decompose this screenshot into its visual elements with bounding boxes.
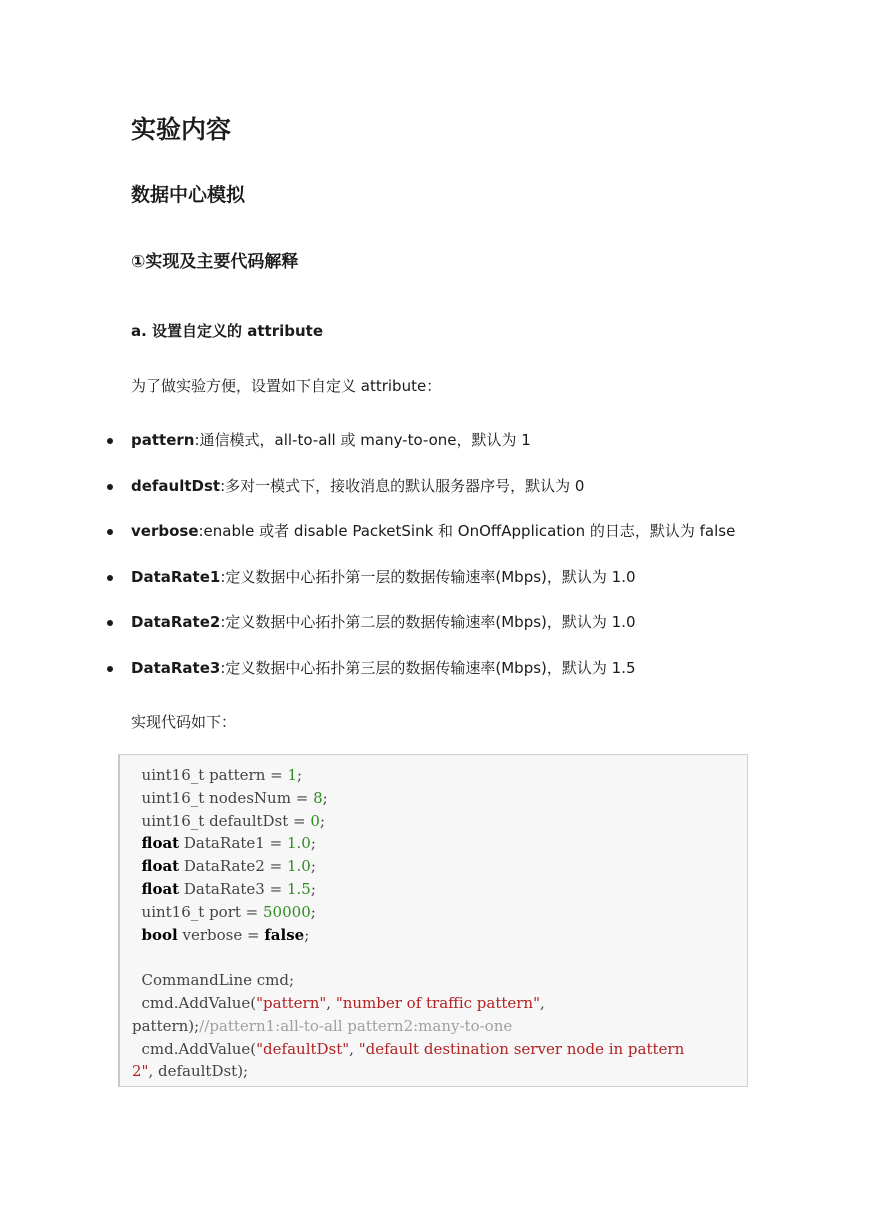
code-token: , defaultDst); — [148, 1062, 249, 1081]
bullet-dot-icon — [107, 620, 113, 626]
code-line — [132, 766, 302, 784]
attribute-description: :定义数据中心拓扑第二层的数据传输速率(Mbps)，默认为 1.0 — [220, 613, 636, 631]
bullet-dot-icon — [107, 484, 113, 490]
attribute-name: DataRate2 — [131, 613, 221, 631]
code-token: //pattern1:all-to-all pattern2:many-to-one — [199, 1016, 513, 1035]
code-token: bool — [141, 925, 178, 944]
code-token — [132, 880, 142, 898]
code-intro-paragraph: 实现代码如下： — [131, 713, 237, 731]
code-token: 1.0 — [286, 857, 311, 876]
code-token: CommandLine cmd; — [132, 971, 295, 990]
code-token: ; — [304, 925, 310, 944]
code-token: "default destination server node in pattern — [358, 1039, 685, 1058]
code-token: ; — [310, 857, 316, 876]
attribute-description: :多对一模式下，接收消息的默认服务器序号，默认为 0 — [220, 477, 585, 495]
code-token: DataRate1 = — [179, 834, 287, 853]
attribute-name: DataRate3 — [131, 659, 221, 677]
code-line — [132, 1017, 512, 1035]
code-token: false — [264, 925, 305, 944]
code-token: float — [141, 879, 180, 898]
code-token: 2" — [132, 1062, 149, 1081]
code-token: "pattern" — [256, 993, 327, 1012]
code-token: "defaultDst" — [256, 1039, 350, 1058]
code-token: 1.5 — [286, 879, 311, 898]
attribute-name: DataRate1 — [131, 568, 221, 586]
page-title: 实验内容 — [131, 115, 232, 144]
code-line — [132, 994, 545, 1012]
code-token: verbose = — [177, 925, 265, 944]
code-token: uint16_t defaultDst = — [132, 811, 311, 830]
list-item — [0, 428, 869, 452]
code-line — [132, 880, 316, 898]
list-item — [0, 610, 869, 634]
subsection-heading: ①实现及主要代码解释 — [131, 252, 299, 272]
code-token: ; — [297, 766, 303, 784]
attribute-description: :定义数据中心拓扑第一层的数据传输速率(Mbps)，默认为 1.0 — [220, 568, 636, 586]
code-token: DataRate2 = — [179, 857, 287, 876]
code-token: ; — [322, 788, 328, 807]
bullet-dot-icon — [107, 666, 113, 672]
intro-paragraph: 为了做实验方便，设置如下自定义 attribute： — [131, 377, 442, 395]
code-token: ; — [310, 879, 316, 898]
code-token: ; — [319, 811, 325, 830]
list-item — [0, 656, 869, 680]
code-token: "number of traffic pattern" — [335, 993, 540, 1012]
code-token: 8 — [313, 788, 323, 807]
list-item — [0, 565, 869, 589]
code-token: 1 — [287, 766, 298, 784]
code-token: cmd.AddValue( — [132, 1039, 257, 1058]
code-line — [132, 903, 316, 921]
code-token: cmd.AddValue( — [132, 993, 257, 1012]
code-line — [132, 857, 316, 875]
code-token: , — [540, 993, 545, 1012]
code-token: 50000 — [263, 902, 311, 921]
code-token — [132, 926, 142, 944]
section-heading: 数据中心模拟 — [131, 184, 246, 206]
list-item — [0, 519, 869, 543]
code-token: 1.0 — [286, 834, 311, 853]
code-content — [132, 764, 684, 1083]
code-line — [132, 926, 309, 944]
bullet-dot-icon — [107, 575, 113, 581]
code-line — [132, 1040, 684, 1058]
code-line — [132, 834, 316, 852]
list-item — [0, 474, 869, 498]
code-line — [132, 971, 294, 989]
code-token: float — [141, 834, 180, 853]
attribute-name: pattern — [131, 431, 195, 449]
code-token: uint16_t pattern = — [132, 766, 288, 784]
code-token: , — [349, 1039, 359, 1058]
attribute-name: defaultDst — [131, 477, 221, 495]
code-token: uint16_t nodesNum = — [132, 788, 314, 807]
code-token — [132, 857, 142, 875]
code-token: ; — [310, 834, 316, 853]
attribute-name: verbose — [131, 522, 199, 540]
bullet-dot-icon — [107, 529, 113, 535]
bullet-dot-icon — [107, 438, 113, 444]
code-token: DataRate3 = — [179, 879, 287, 898]
attribute-description: :通信模式，all-to-all 或 many-to-one，默认为 1 — [194, 431, 531, 449]
code-token: 0 — [310, 811, 320, 830]
code-line — [132, 1062, 248, 1080]
code-token: uint16_t port = — [132, 902, 264, 921]
code-block — [118, 754, 748, 1087]
code-line — [132, 812, 325, 830]
code-token: pattern); — [132, 1016, 200, 1035]
attribute-description: :定义数据中心拓扑第三层的数据传输速率(Mbps)，默认为 1.5 — [220, 659, 636, 677]
code-token: float — [141, 857, 180, 876]
attribute-description: :enable 或者 disable PacketSink 和 OnOffApplication 的日志，默认为 false — [198, 522, 736, 540]
subsubsection-heading: a. 设置自定义的 attribute — [131, 322, 324, 340]
code-token: ; — [310, 902, 316, 921]
code-token: , — [326, 993, 336, 1012]
code-line — [132, 789, 328, 807]
code-token — [132, 834, 142, 852]
